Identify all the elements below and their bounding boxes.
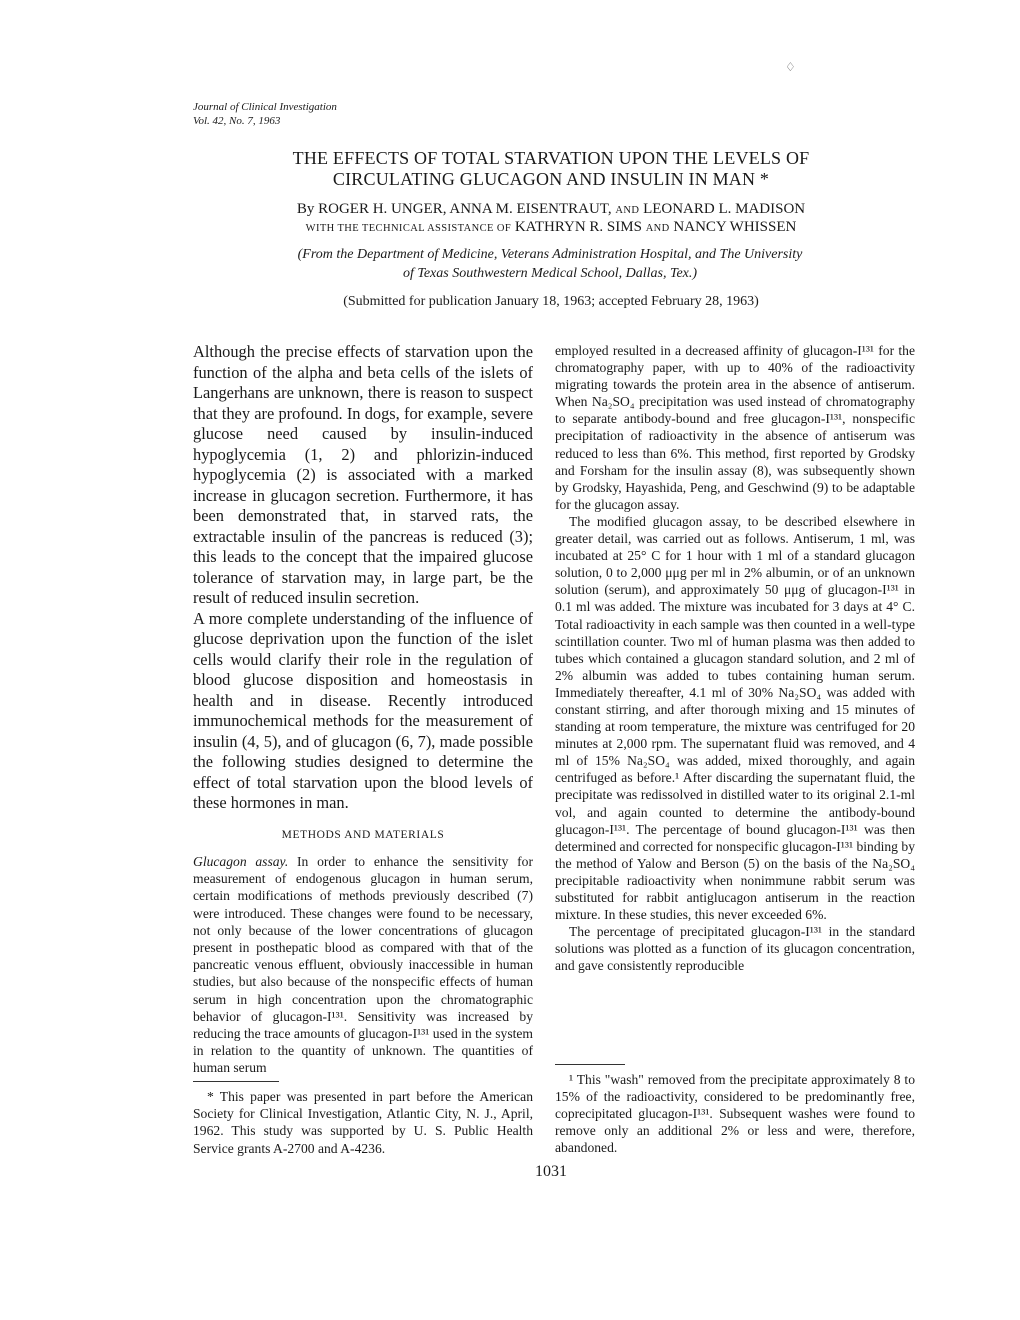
assistance-line — [193, 218, 909, 238]
page-number: 1031 — [535, 1163, 567, 1180]
introduction — [193, 342, 533, 814]
assist-name-2: NANCY WHISSEN — [673, 219, 797, 235]
intro-paragraph-2: A more complete understanding of the influence of glucose deprivation upon the function of the islet cells would clarify their role in the regulation of blood glucose disposition and homeostasis in health and in disease. Recently introduced immunochemical methods for the measurement of insulin (4, 5), and of glucagon (6, 7), made possible the following studies designed to determine the effect of total starvation upon the blood levels of these hormones in man. — [193, 608, 533, 812]
intro-paragraph-1: Although the precise effects of starvation upon the function of the alpha and beta cells of the islets of Langerhans are unknown, there is reason to suspect that they are profound. In dogs, for example, severe glucose need caused by insulin-induced hypoglycemia (1, 2) and phlorizin-induced hypoglycemia (2) is associated with a marked increase in glucagon secretion. Furthermore, it has been demonstrated that, in starved rats, the extractable insulin of the pancreas is reduced (3); this leads to the concept that the impaired glucose tolerance of starvation may, in large part, be the result of reduced insulin secretion. — [193, 342, 533, 607]
affiliation-line-2: of Texas Southwestern Medical School, Dallas, Tex.) — [402, 266, 698, 281]
affiliation — [250, 245, 850, 283]
methods-p1-left-text: In order to enhance the sensitivity for measurement of endogenous glucagon in human serum, certain modifications of methods previously described (7) were introduced. These changes were found to be necessary, not only because of the lower concentrations of glucagon present in posthepatic blood as compared with that of the pancreatic venous effluent, obviously inaccessible in human studies, but also because of the nonspecific effects of human serum in high concentration upon the chromatographic behavior of glucagon-I¹³¹. Sensitivity was increased by reducing the trace amounts of glucagon-I¹³¹ used in the system in relation to the quantity of unknown. The quantities of human serum — [193, 854, 533, 1076]
title-line-1: THE EFFECTS OF TOTAL STARVATION UPON THE LEVELS OF — [292, 148, 810, 168]
author-last: LEONARD L. MADISON — [643, 201, 806, 217]
affiliation-line-1: (From the Department of Medicine, Veterans Administration Hospital, and The University — [297, 247, 803, 262]
methods-left-column — [193, 853, 533, 1077]
footnote-star — [193, 1088, 533, 1157]
section-heading-methods: METHODS AND MATERIALS — [281, 829, 445, 841]
methods-paragraph-2: The modified glucagon assay, to be described elsewhere in greater detail, was carried out as follows. Antiserum, 1 ml, was incubated at 25° C for 1 hour with 1 ml of a standard glucagon solution, 0 to 2,000 μμg per ml in 2% albumin, or of an unknown solution (serum), and approximately 50 μμg of glucagon-I¹³¹ in 0.1 ml was added. The mixture was incubated for 3 days at 4° C. Total radioactivity in each sample was then counted in a well-type scintillation counter. Two ml of human plasma was then added to tubes which contained a glucagon standard solution, and 2 ml of 2% albumin was added to tubes containing human serum. Immediately thereafter, 4.1 ml of 30% Na₂SO₄ was added with constant stirring, and after thorough mixing and 15 minutes of standing at room temperature, the mixture was centrifuged for 20 minutes at 2,000 rpm. The supernatant fluid was removed, and 4 ml of 15% Na₂SO₄ was added, mixed thoroughly, and again centrifuged as before.¹ After discarding the supernatant fluid, the precipitate was redissolved in distilled water to its original 2.1-ml vol, and again counted to determine the antibody-bound glucagon-I¹³¹. The percentage of bound glucagon-I¹³¹ was then determined and corrected for nonspecific glucagon-I¹³¹ binding by the method of Yalow and Berson (5) on the basis of the Na₂SO₄ precipitable radioactivity when nonimmune rabbit serum was substituted for rabbit antiglucagon antiserum in the reaction mixture. In these studies, this never exceeded 6%. — [555, 513, 915, 923]
journal-volume: Vol. 42, No. 7, 1963 — [193, 115, 281, 127]
journal-header — [193, 100, 337, 128]
journal-name: Journal of Clinical Investigation — [193, 101, 337, 113]
author-line — [193, 200, 909, 220]
author-names: ROGER H. UNGER, ANNA M. EISENTRAUT, — [318, 201, 612, 217]
footnote-star-text: * This paper was presented in part before the American Society for Clinical Investigation, Atlantic City, N. J., April, 1962. This study was supported by U. S. Public Health Service grants A-2700 and A-4236. — [193, 1089, 533, 1156]
methods-paragraph-3: The percentage of precipitated glucagon-I¹³¹ in the standard solutions was plotted as a function of its glucagon concentration, and gave consistently reproducible — [555, 924, 915, 974]
title-line-2: CIRCULATING GLUCAGON AND INSULIN IN MAN * — [332, 169, 770, 189]
footnote-rule-left — [193, 1081, 279, 1082]
corner-mark: ♢ — [785, 60, 796, 74]
assist-prefix: WITH THE TECHNICAL ASSISTANCE OF — [305, 223, 512, 234]
footnote-one-text: ¹ This "wash" removed from the precipitate approximately 8 to 15% of the radioactivity, considered to be predominantly free, coprecipitated glucagon-I¹³¹. Subsequent washes were found to remove only an additional 2% or less and were, therefore, abandoned. — [555, 1072, 915, 1156]
methods-right-column — [555, 342, 915, 974]
submission-dates: (Submitted for publication January 18, 1963; accepted February 28, 1963) — [343, 294, 759, 309]
methods-paragraph-1-left — [193, 853, 533, 1077]
footnote-rule-right — [555, 1064, 625, 1065]
methods-paragraph-1-right: employed resulted in a decreased affinity of glucagon-I¹³¹ for the chromatography paper, with up to 40% of the radioactivity migrating towards the protein area in the absence of antiserum. When Na₂SO₄ precipitation was used instead of chromatography to separate antibody-bound and free glucagon-I¹³¹, nonspecific precipitation of radioactivity in the absence of antiserum was reduced to less than 6%. This method, first reported by Grodsky and Forsham for the insulin assay (8), was subsequently shown by Grodsky, Hayashida, Peng, and Geschwind (9) to be adaptable for the glucagon assay. — [555, 343, 915, 512]
assist-name-1: KATHRYN R. SIMS — [514, 219, 642, 235]
author-by: By — [296, 201, 315, 217]
footnote-one — [555, 1071, 915, 1156]
article-title — [193, 148, 909, 190]
author-and: AND — [615, 205, 640, 216]
glucagon-assay-subhead: Glucagon assay. — [193, 854, 289, 869]
assist-and: AND — [645, 223, 670, 234]
